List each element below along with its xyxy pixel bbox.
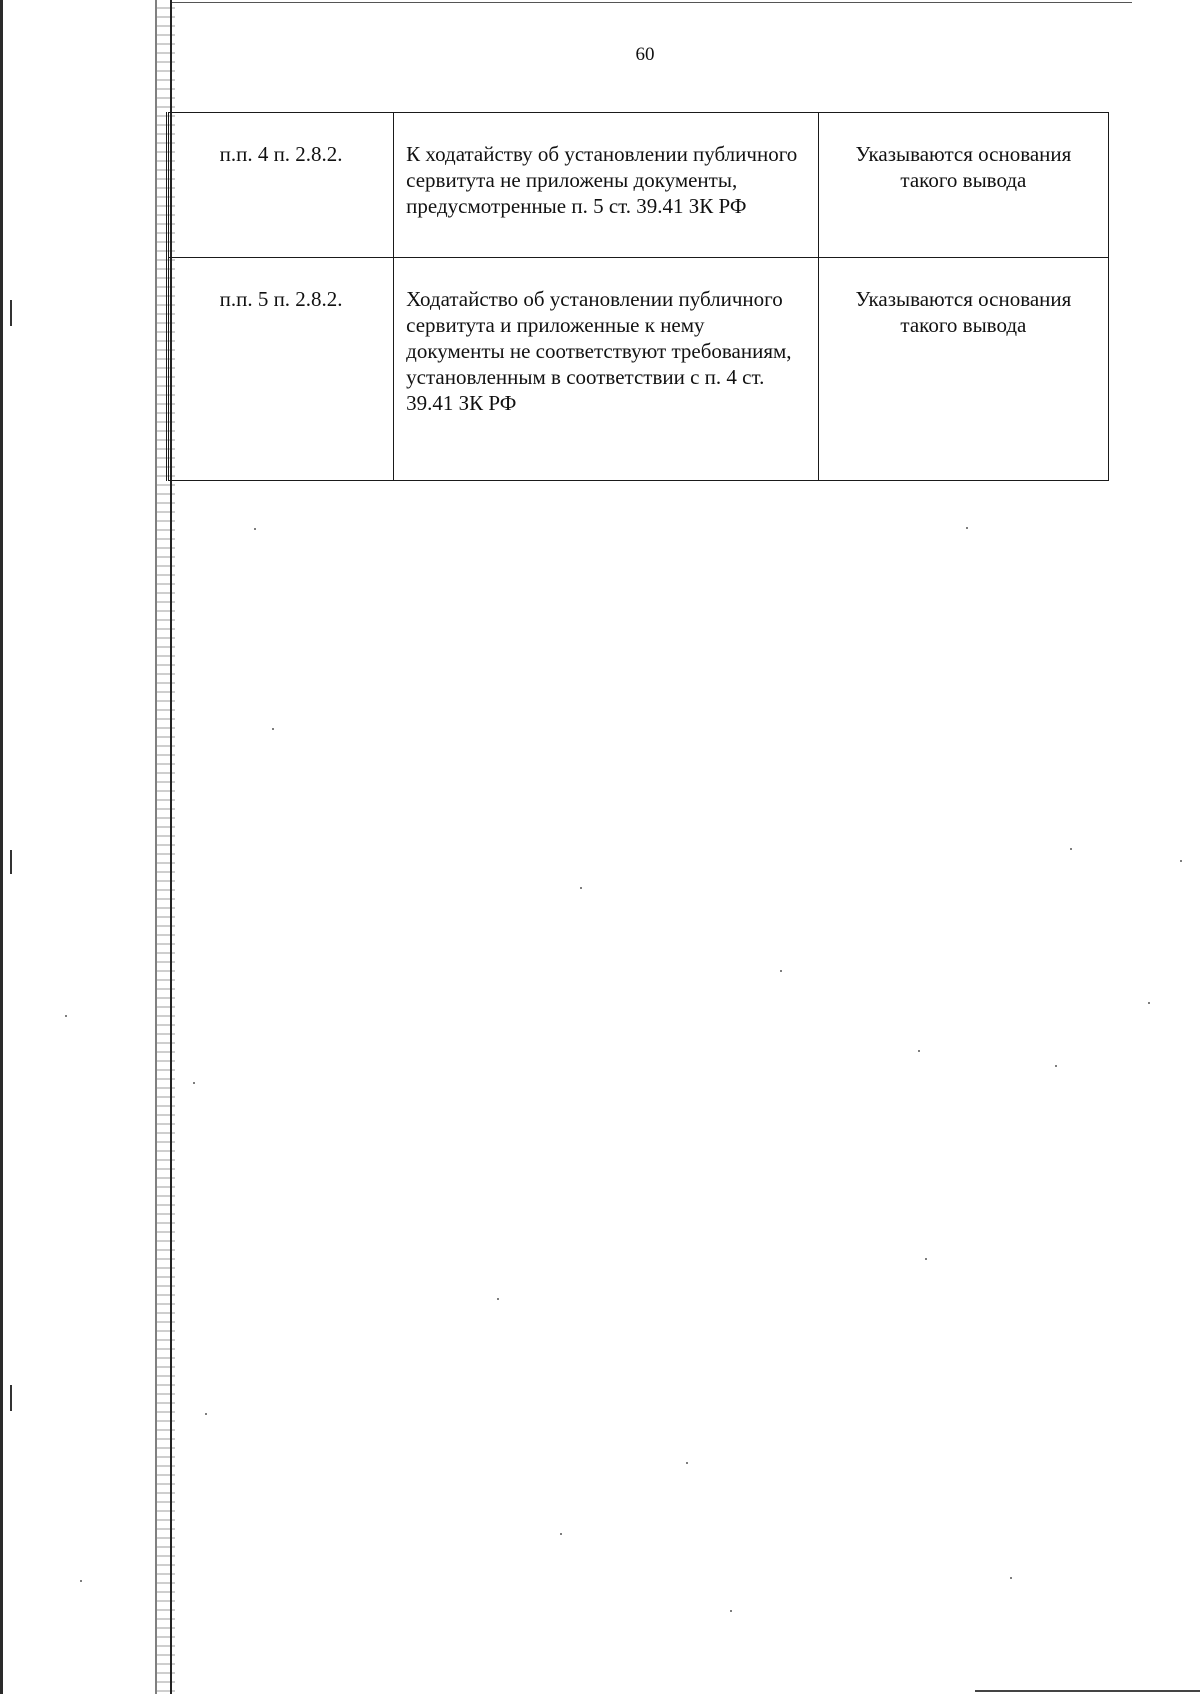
speck: [1010, 1577, 1012, 1579]
speck: [1180, 860, 1182, 862]
speck: [580, 887, 582, 889]
speck: [65, 1015, 67, 1017]
speck: [925, 1258, 927, 1260]
scan-mark: [10, 300, 12, 326]
speck: [1070, 848, 1072, 850]
ground-note: Указываются основания такого вывода: [855, 142, 1072, 192]
table-row: [168, 258, 1109, 481]
scan-mark: [10, 1385, 12, 1411]
clause-ref-cell: [168, 113, 394, 258]
grounds-table: [166, 112, 1109, 481]
speck: [205, 1413, 207, 1415]
page-number: 60: [635, 44, 655, 65]
ground-description: К ходатайству об установлении публичного сервитута не приложены документы, предусмотренные п. 5 ст. 39.41 ЗК РФ: [406, 142, 798, 218]
speck: [966, 527, 968, 529]
speck: [560, 1533, 562, 1535]
scan-left-edge: [0, 0, 3, 1694]
speck: [780, 970, 782, 972]
clause-ref-cell: [168, 258, 394, 481]
scan-mark: [10, 850, 12, 874]
bottom-rule: [975, 1690, 1200, 1692]
clause-ref: п.п. 4 п. 2.8.2.: [219, 142, 343, 166]
speck: [1055, 1065, 1057, 1067]
speck: [918, 1050, 920, 1052]
top-rule: [172, 2, 1132, 3]
ground-note-cell: [818, 258, 1108, 481]
ground-note-cell: [818, 113, 1108, 258]
speck: [272, 728, 274, 730]
ground-description: Ходатайство об установлении публичного сервитута и приложенные к нему документы не соответствуют требованиям, установленным в соответствии с п. 4 ст. 39.41 ЗК РФ: [406, 287, 792, 415]
speck: [1148, 1002, 1150, 1004]
table-row: [168, 113, 1109, 258]
speck: [730, 1610, 732, 1612]
speck: [193, 1082, 195, 1084]
ground-note: Указываются основания такого вывода: [855, 287, 1072, 337]
speck: [80, 1580, 82, 1582]
speck: [254, 528, 256, 530]
speck: [497, 1298, 499, 1300]
clause-ref: п.п. 5 п. 2.8.2.: [219, 287, 343, 311]
speck: [686, 1462, 688, 1464]
ground-description-cell: [394, 113, 819, 258]
ground-description-cell: [394, 258, 819, 481]
